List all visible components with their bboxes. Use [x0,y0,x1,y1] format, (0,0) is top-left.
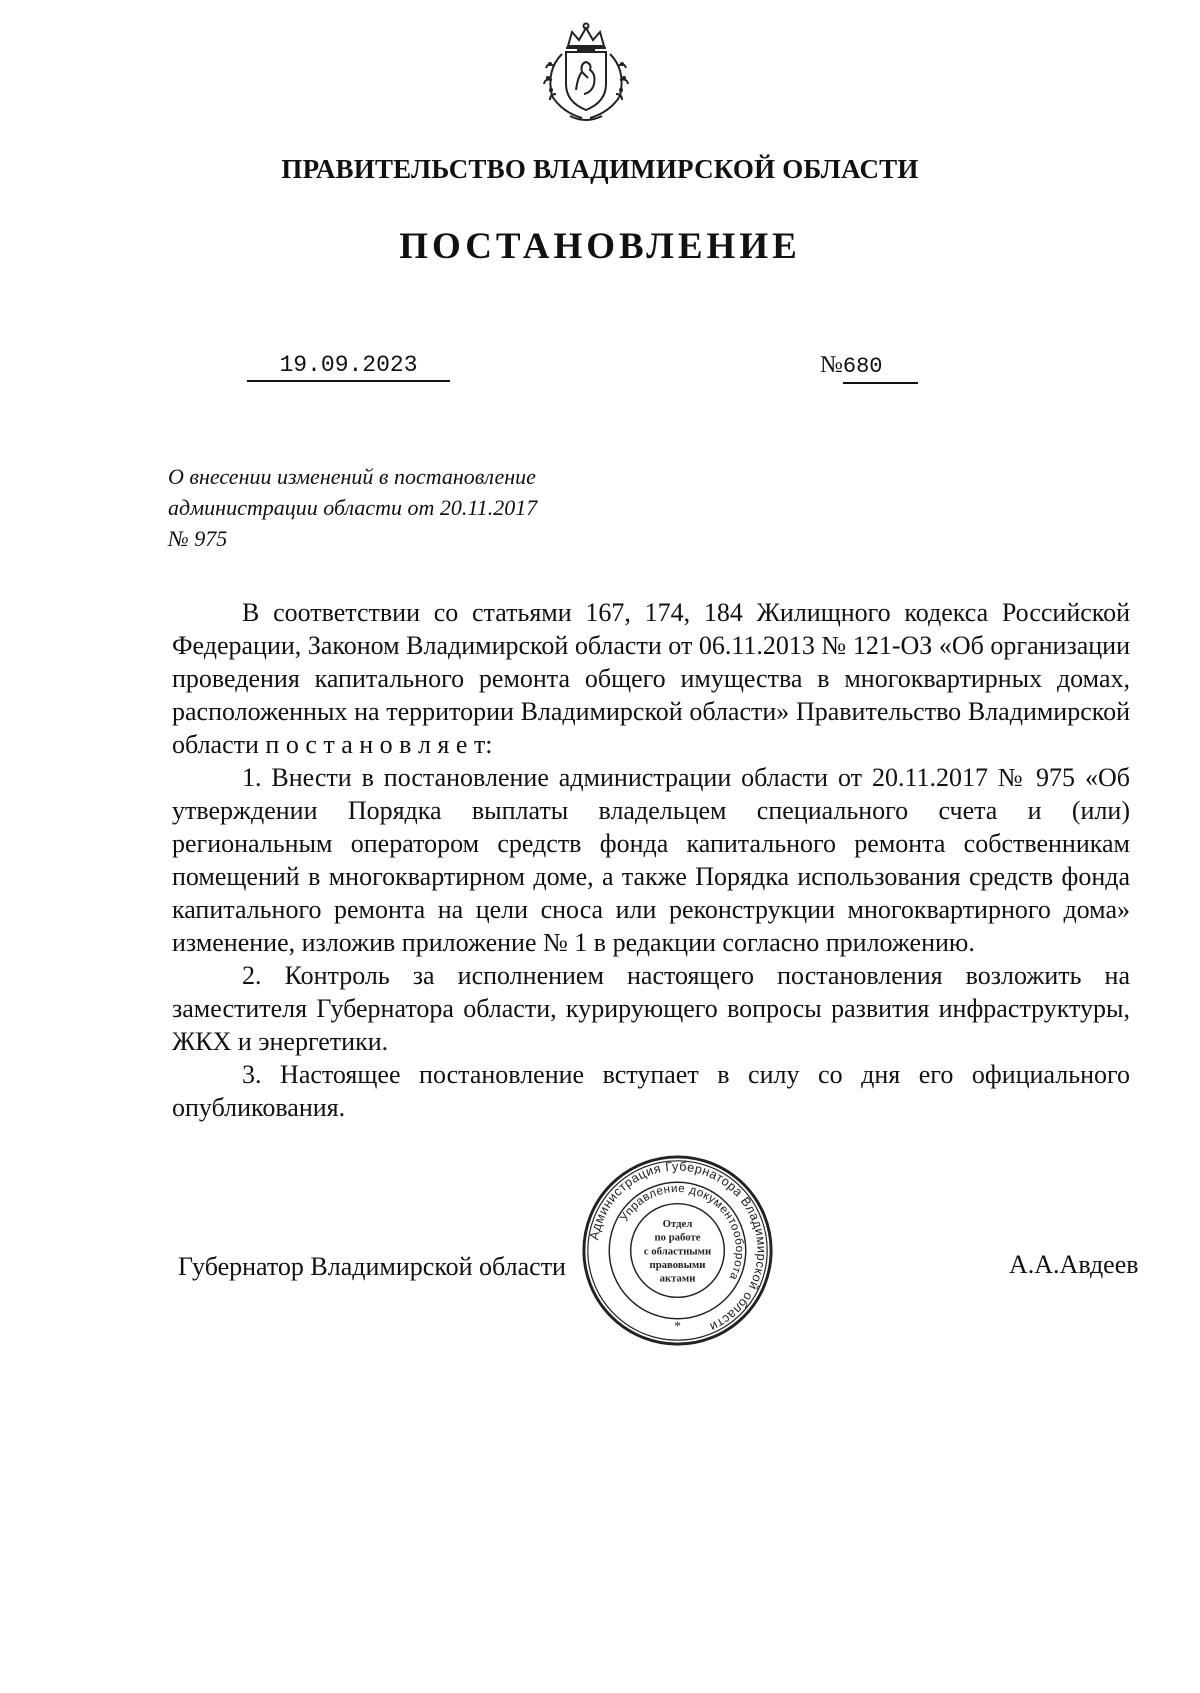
preamble-paragraph: В соответствии со статьями 167, 174, 184 Жилищного кодекса Российской Федерации, Законом Владимирской области от 06.11.2013 № 121-ОЗ «Об организации проведения капитального ремонта общего имущества в многоквартирных домах, расположенных на территории Владимирской области» Правительство Владимирской области п о с т а н о в л я е т: [172,598,1130,759]
number-sign: № [820,352,843,378]
signatory-name: А.А.Авдеев [1009,1250,1139,1279]
document-date: 19.09.2023 [247,350,450,382]
organization-title: ПРАВИТЕЛЬСТВО ВЛАДИМИРСКОЙ ОБЛАСТИ [281,154,919,184]
subject-line: администрации области от 20.11.2017 [168,495,538,520]
stamp-center-line: по работе [654,1231,701,1244]
stamp-center-line: Отдел [662,1218,693,1231]
stamp-center-line: правовыми [649,1259,706,1272]
signatory-title: Губернатор Владимирской области [178,1252,566,1281]
subject-line: О внесении изменений в постановление [168,464,536,489]
document-number [820,350,918,384]
round-stamp-icon [580,1153,775,1348]
clause-1: 1. Внести в постановление администрации области от 20.11.2017 № 975 «Об утверждении Порядка выплаты владельцем специального счета и (или) региональным оператором средств фонда капитального ремонта собственникам помещений в многоквартирном доме, а также Порядка использования средств фонда капитального ремонта на цели сноса или реконструкции многоквартирного дома» изменение, изложив приложение № 1 в редакции согласно приложению. [172,763,1130,957]
clause-2: 2. Контроль за исполнением настоящего постановления возложить на заместителя Губернатора области, курирующего вопросы развития инфраструктуры, ЖКХ и энергетики. [172,961,1130,1056]
stamp-outer-text: Администрация Губернатора Владимирской области [587,1159,769,1335]
stamp-center-line: с областными [643,1245,712,1258]
clause-3: 3. Настоящее постановление вступает в силу со дня его официального опубликования. [172,1060,1130,1122]
stamp-inner-text: Управление документооборота [617,1181,747,1283]
stamp-center-line: актами [659,1272,696,1285]
subject-line: № 975 [168,526,228,551]
document-body [172,596,1130,1124]
document-subject [168,461,608,554]
stamp-star: * [674,1318,681,1334]
number-value: 680 [843,352,918,384]
coat-of-arms-icon [532,20,640,128]
document-type: ПОСТАНОВЛЕНИЕ [399,226,801,267]
